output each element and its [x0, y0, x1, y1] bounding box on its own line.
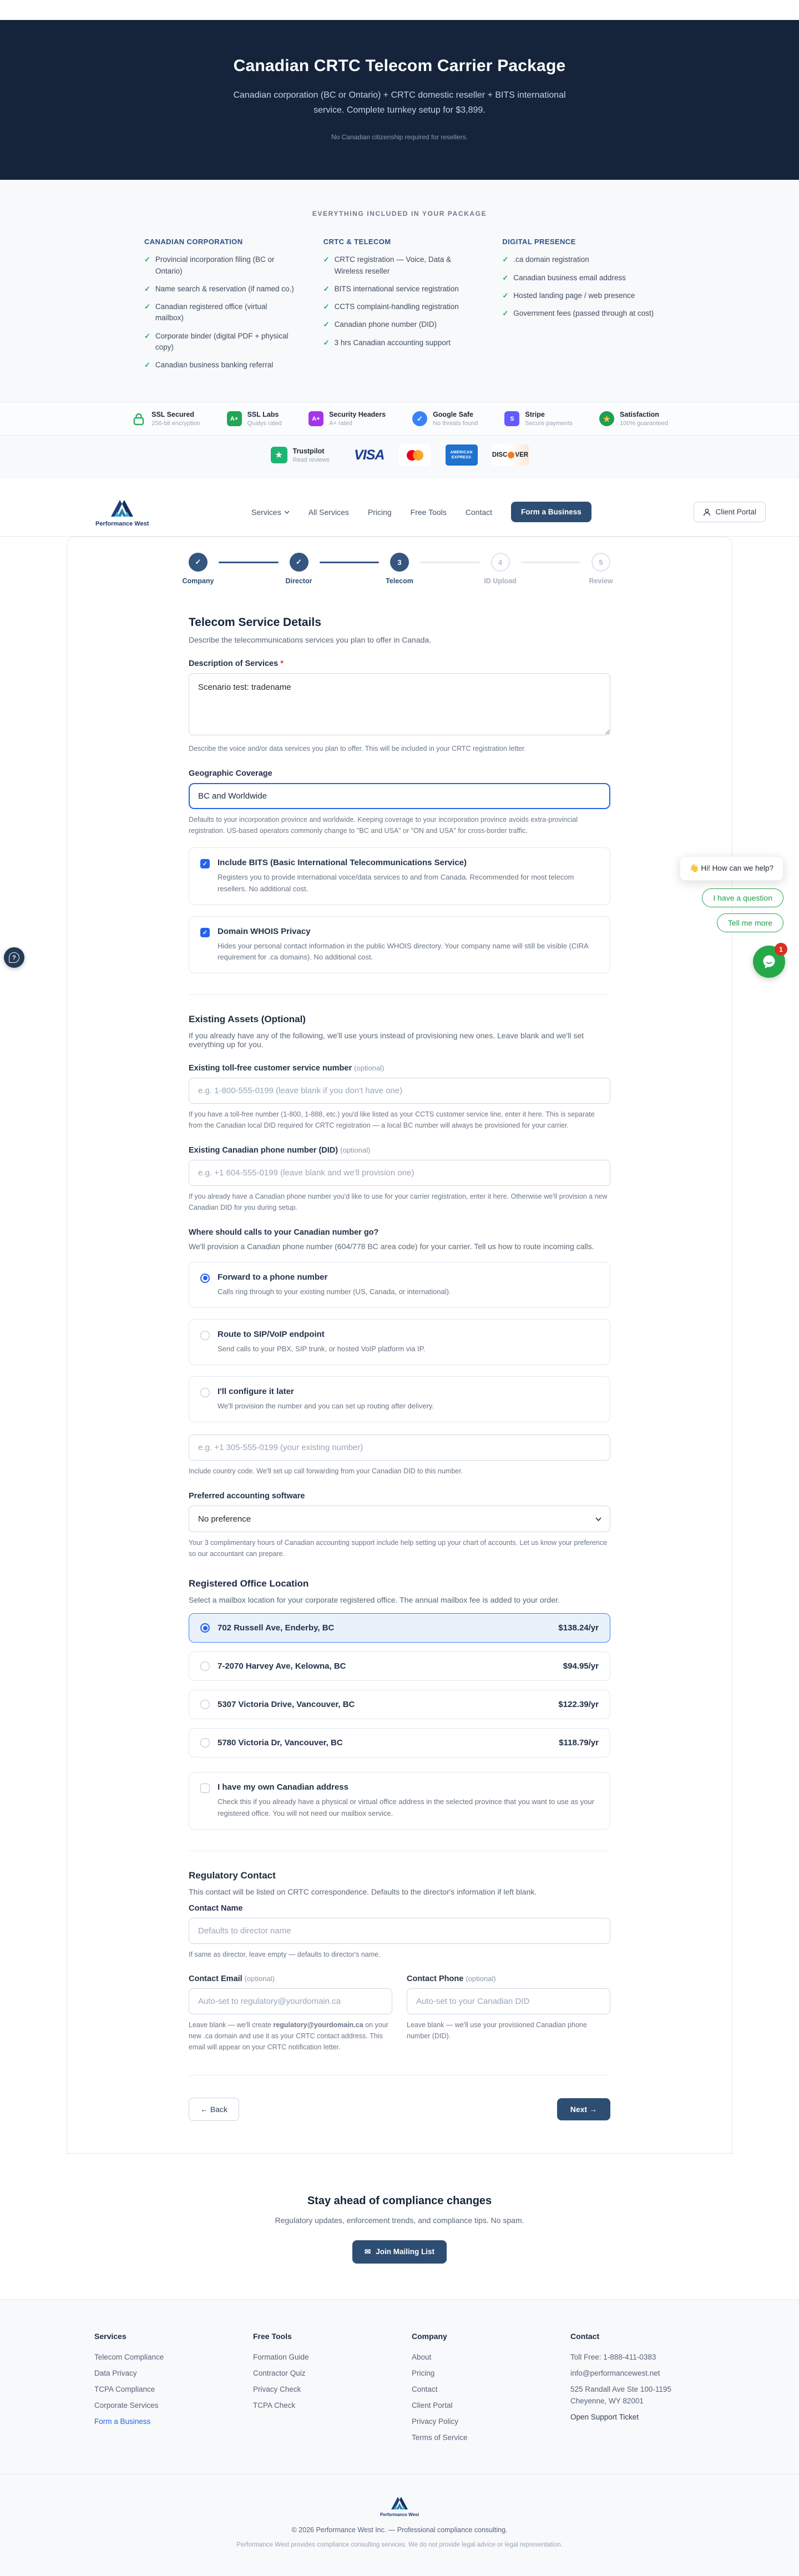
star-icon: ★: [599, 411, 614, 426]
column-title: DIGITAL PRESENCE: [502, 238, 576, 246]
included-item-label: CCTS complaint-handling registration: [334, 302, 459, 311]
office-option-enderby[interactable]: 702 Russell Ave, Enderby, BC $138.24/yr: [189, 1613, 610, 1643]
did-helper: If you already have a Canadian phone number you'd like to use for your carrier registration, enter it here. Otherwise we'll provision a new Canadian DID for you during setup.: [189, 1192, 608, 1211]
bits-checkbox[interactable]: ✓: [200, 859, 210, 868]
description-label: Description of Services *: [189, 659, 284, 669]
badge-satisfaction: ★ Satisfaction 100% guaranteed: [599, 411, 668, 427]
routing-subtitle: We'll provision a Canadian phone number (604/778 BC area code) for your carrier. Tell us how to route incoming calls.: [189, 1241, 594, 1251]
chevron-down-icon: [284, 511, 290, 514]
person-icon: [703, 508, 711, 516]
footer-link[interactable]: Corporate Services: [94, 2401, 159, 2410]
included-item: [144, 254, 297, 277]
check-icon: ✓: [323, 255, 330, 264]
regulatory-subtitle: This contact will be listed on CRTC correspondence. Defaults to the director's information if left blank.: [189, 1887, 537, 1896]
check-icon: ✓: [144, 284, 150, 293]
contact-name-label: Contact Name: [189, 1903, 243, 1913]
step-telecom[interactable]: 3 Telecom: [379, 553, 420, 585]
did-label: Existing Canadian phone number (DID) (optional): [189, 1145, 371, 1155]
included-item-label: 3 hrs Canadian accounting support: [334, 338, 451, 347]
newsletter-title: Stay ahead of compliance changes: [307, 2194, 492, 2207]
step-number: 4: [491, 553, 510, 572]
mastercard-logo: [399, 445, 431, 466]
whois-option-card[interactable]: [189, 916, 610, 973]
column-title: CANADIAN CORPORATION: [144, 238, 243, 246]
form-subtitle: Describe the telecommunications services you plan to offer in Canada.: [189, 635, 432, 645]
footer-link-form-a-business[interactable]: Form a Business: [94, 2417, 151, 2426]
newsletter-subtitle: Regulatory updates, enforcement trends, and compliance tips. No spam.: [275, 2215, 524, 2225]
hero-title: Canadian CRTC Telecom Carrier Package: [233, 57, 566, 75]
check-circle-icon: ✓: [412, 411, 427, 426]
back-button[interactable]: ← Back: [189, 2098, 239, 2121]
office-radio[interactable]: [200, 1661, 210, 1671]
footer-tollfree: Toll Free: 1-888-411-0383: [570, 2352, 656, 2361]
included-item-label: Canadian business email address: [513, 273, 626, 282]
existing-assets-subtitle: If you already have any of the following, we'll use yours instead of provisioning new ones. Leave blank and we'll set everything up for you.: [189, 1031, 584, 1049]
later-radio[interactable]: [200, 1388, 210, 1397]
whois-description: Hides your personal contact information in the public WHOIS directory. Your company name will still be visible (CIRA requirement for .ca domains). No additional cost.: [218, 941, 589, 961]
badge-google-safe: ✓ Google Safe No threats found: [412, 411, 478, 427]
description-helper: Describe the voice and/or data services you plan to offer. This will be included in your CRTC registration letter.: [189, 745, 526, 753]
bits-label: Include BITS (Basic International Telecommunications Service): [218, 858, 467, 868]
footer-link[interactable]: Formation Guide: [253, 2352, 309, 2361]
step-connector: [320, 562, 380, 563]
footer-link[interactable]: TCPA Check: [253, 2401, 296, 2410]
own-address-checkbox[interactable]: [200, 1784, 210, 1793]
included-item-label: .ca domain registration: [513, 255, 589, 264]
brand-logo[interactable]: [95, 497, 149, 527]
footer-disclaimer: Performance West provides compliance consulting services. We do not provide legal advice or legal representation.: [236, 2541, 563, 2548]
accounting-label: Preferred accounting software: [189, 1492, 305, 1501]
footer-link[interactable]: Contractor Quiz: [253, 2368, 306, 2377]
existing-assets-heading: Existing Assets (Optional): [189, 1013, 306, 1024]
included-column-digital: [502, 238, 655, 377]
chevron-down-icon: [595, 1517, 601, 1521]
included-section: [0, 180, 799, 402]
chat-question-pill[interactable]: I have a question: [702, 888, 783, 907]
mail-icon: ✉: [364, 2247, 371, 2256]
contact-email-field: [189, 1962, 392, 2053]
wizard-card: [67, 537, 732, 2153]
office-option-victoria-dr[interactable]: 5780 Victoria Dr, Vancouver, BC $118.79/yr: [189, 1728, 610, 1757]
forward-number-helper: Include country code. We'll set up call forwarding from your Canadian DID to this number.: [189, 1467, 463, 1476]
step-number: 5: [591, 553, 610, 572]
step-connector: [219, 562, 279, 563]
coverage-label: Geographic Coverage: [189, 769, 272, 779]
nav-links: [251, 502, 591, 522]
chat-greeting-tooltip: 👋 Hi! How can we help?: [680, 856, 783, 881]
office-heading: Registered Office Location: [189, 1578, 309, 1589]
footer-link[interactable]: Privacy Policy: [412, 2417, 459, 2426]
check-icon: ✓: [323, 338, 330, 347]
contact-phone-input[interactable]: [407, 1988, 610, 2014]
office-price: $122.39/yr: [558, 1700, 599, 1710]
check-icon: ✓: [144, 255, 150, 264]
discover-circle-icon: [508, 452, 514, 458]
own-address-card[interactable]: I have my own Canadian address Check this if you already have a physical or virtual office address in the selected province that you want to use as your registered office. You will not need our mailbox service.: [189, 1772, 610, 1829]
footer-link[interactable]: Privacy Check: [253, 2385, 301, 2393]
footer-link[interactable]: Client Portal: [412, 2401, 453, 2410]
contact-phone-label: Contact Phone (optional): [407, 1974, 496, 1983]
form-a-business-button[interactable]: Form a Business: [511, 502, 591, 522]
trust-badges-strip: [0, 402, 799, 436]
footer-email[interactable]: info@performancewest.net: [570, 2368, 660, 2377]
office-option-victoria-drive[interactable]: 5307 Victoria Drive, Vancouver, BC $122.39/yr: [189, 1690, 610, 1719]
footer-brand-logo: [380, 2494, 419, 2517]
footer-support-ticket-link[interactable]: Open Support Ticket: [570, 2412, 639, 2421]
footer-bottom: [0, 2474, 799, 2548]
step-company[interactable]: ✓ Company: [178, 553, 219, 585]
nav-item-pricing[interactable]: Pricing: [367, 507, 392, 517]
check-icon: ✓: [323, 302, 330, 311]
included-item: [323, 319, 476, 330]
included-item: [502, 308, 655, 319]
sip-radio[interactable]: [200, 1331, 210, 1340]
step-check-icon: ✓: [189, 553, 208, 572]
bits-option-card[interactable]: [189, 847, 610, 905]
accounting-software-select[interactable]: No preference: [189, 1506, 610, 1532]
nav-item-contact[interactable]: Contact: [465, 507, 493, 517]
contact-name-helper: If same as director, leave empty — defaults to director's name.: [189, 1950, 381, 1958]
help-icon: ?: [9, 952, 19, 963]
included-item-label: Name search & reservation (if named co.): [155, 284, 294, 293]
step-id-upload[interactable]: 4 ID Upload: [480, 553, 521, 585]
mountain-logo-icon: [107, 497, 138, 519]
contact-phone-helper: Leave blank — we'll use your provisioned Canadian phone number (DID).: [407, 2021, 587, 2040]
footer-column-contact: Contact Toll Free: 1-888-411-0383 info@performancewest.net 525 Randall Ave Ste 100-1195 Cheyenne, WY 82001 Open Support Ticket: [570, 2332, 705, 2449]
footer-link[interactable]: Data Privacy: [94, 2368, 137, 2377]
forward-number-input[interactable]: [189, 1435, 610, 1461]
routing-heading: Where should calls to your Canadian number go?: [189, 1228, 379, 1237]
footer-address-line2: Cheyenne, WY 82001: [570, 2396, 644, 2405]
help-fab-button[interactable]: [4, 947, 24, 968]
included-item-label: Canadian registered office (virtual mailbox): [155, 302, 267, 322]
coverage-input[interactable]: [189, 783, 610, 809]
nav-item-all-services[interactable]: All Services: [308, 507, 349, 517]
chat-launcher-button[interactable]: [753, 946, 785, 978]
routing-option-sip[interactable]: Route to SIP/VoIP endpoint Send calls to your PBX, SIP trunk, or hosted VoIP platform via IP.: [189, 1319, 610, 1365]
footer: [0, 2299, 799, 2576]
included-item: [144, 284, 297, 295]
office-radio[interactable]: [200, 1700, 210, 1709]
check-icon: ✓: [323, 320, 330, 329]
navbar: [0, 479, 799, 537]
office-price: $94.95/yr: [563, 1661, 599, 1671]
check-icon: ✓: [502, 291, 509, 300]
bits-description: Registers you to provide international voice/data services to and from Canada. Recommended for most telecom resellers. No additional cost.: [218, 873, 574, 893]
next-button[interactable]: Next →: [557, 2098, 610, 2120]
check-icon: ✓: [502, 309, 509, 318]
stepper: [178, 553, 621, 585]
office-price: $138.24/yr: [558, 1623, 599, 1633]
included-item: [144, 360, 297, 371]
check-icon: ✓: [144, 361, 150, 370]
client-portal-button[interactable]: Client Portal: [694, 502, 766, 522]
check-icon: ✓: [502, 255, 509, 264]
whois-label: Domain WHOIS Privacy: [218, 926, 311, 936]
newsletter-section: [0, 2154, 799, 2299]
description-textarea[interactable]: [189, 673, 610, 735]
whois-checkbox[interactable]: ✓: [200, 928, 210, 937]
tollfree-input[interactable]: [189, 1078, 610, 1104]
discover-logo: DISC VER: [492, 445, 529, 466]
included-item-label: CRTC registration — Voice, Data & Wireless reseller: [334, 255, 452, 275]
footer-copyright: © 2026 Performance West Inc. — Professional compliance consulting.: [291, 2526, 508, 2534]
payments-strip: [0, 436, 799, 479]
footer-link[interactable]: TCPA Compliance: [94, 2385, 155, 2393]
chat-unread-badge: 1: [775, 943, 787, 956]
chat-more-pill[interactable]: Tell me more: [717, 913, 783, 932]
hero-banner: [0, 20, 799, 180]
section-divider: [189, 994, 610, 995]
arrow-right-icon: →: [589, 2104, 597, 2114]
step-director[interactable]: ✓ Director: [279, 553, 320, 585]
contact-email-input[interactable]: [189, 1988, 392, 2014]
included-item-label: Hosted landing page / web presence: [513, 291, 635, 300]
footer-link[interactable]: Telecom Compliance: [94, 2352, 164, 2361]
footer-link[interactable]: Contact: [412, 2385, 438, 2393]
footer-column-free-tools: Free Tools Formation Guide Contractor Quiz Privacy Check TCPA Check: [253, 2332, 387, 2449]
contact-email-helper: Leave blank — we'll create regulatory@yourdomain.ca on your new .ca domain and use it as your CRTC contact address. This email will appear on your CRTC notification letter.: [189, 2021, 388, 2051]
arrow-left-icon: ←: [200, 2104, 208, 2114]
office-radio[interactable]: [200, 1623, 210, 1633]
office-radio[interactable]: [200, 1738, 210, 1747]
step-review[interactable]: 5 Review: [580, 553, 621, 585]
contact-name-input[interactable]: [189, 1918, 610, 1944]
contact-phone-field: [407, 1962, 610, 2053]
telecom-form: [189, 616, 610, 2120]
forward-radio[interactable]: [200, 1274, 210, 1283]
step-connector: [521, 562, 581, 563]
tollfree-helper: If you have a toll-free number (1-800, 1-888, etc.) you'd like listed as your CCTS customer service line, enter it here. This is separate from the Canadian local DID required for CRTC registration — a local BC number will always be provisioned for your carrier.: [189, 1110, 595, 1129]
nav-item-services[interactable]: Services: [251, 508, 290, 517]
badge-ssl-labs: A+ SSL Labs Qualys rated: [227, 411, 282, 427]
regulatory-heading: Regulatory Contact: [189, 1870, 276, 1881]
badge-security-headers: A+ Security Headers A+ rated: [309, 411, 386, 427]
included-column-telecom: [323, 238, 476, 377]
included-item-label: Canadian phone number (DID): [334, 320, 437, 329]
included-heading: EVERYTHING INCLUDED IN YOUR PACKAGE: [312, 210, 487, 218]
footer-link[interactable]: Pricing: [412, 2368, 435, 2377]
lock-icon: [131, 411, 146, 426]
footer-link[interactable]: About: [412, 2352, 432, 2361]
footer-address-line1: 525 Randall Ave Ste 100-1195: [570, 2385, 671, 2393]
badge-ssl-secured: SSL Secured 256-bit encryption: [131, 411, 200, 427]
nav-item-free-tools[interactable]: Free Tools: [410, 507, 447, 517]
step-connector: [420, 562, 480, 563]
included-item: [144, 331, 297, 353]
routing-option-forward[interactable]: Forward to a phone number Calls ring through to your existing number (US, Canada, or international).: [189, 1262, 610, 1308]
a-plus-icon: A+: [309, 411, 323, 426]
included-item-label: Provincial incorporation filing (BC or Ontario): [155, 255, 275, 275]
visa-logo: VISA: [354, 447, 385, 463]
tollfree-label: Existing toll-free customer service number (optional): [189, 1063, 385, 1073]
check-icon: ✓: [323, 284, 330, 293]
accounting-helper: Your 3 complimentary hours of Canadian accounting support include help setting up your chart of accounts. Let us know your preference so our accountant can prepare.: [189, 1539, 608, 1558]
footer-link[interactable]: Terms of Service: [412, 2433, 468, 2442]
included-item: [502, 290, 655, 301]
step-number: 3: [390, 553, 409, 572]
trustpilot-badge[interactable]: ★ Trustpilot Read reviews: [271, 447, 330, 463]
office-subtitle: Select a mailbox location for your corporate registered office. The annual mailbox fee is added to your order.: [189, 1595, 560, 1605]
step-check-icon: ✓: [290, 553, 309, 572]
column-title: CRTC & TELECOM: [323, 238, 391, 246]
included-item-label: Canadian business banking referral: [155, 361, 274, 370]
included-item: [323, 337, 476, 348]
required-asterisk: *: [280, 659, 284, 669]
trustpilot-star-icon: ★: [271, 447, 287, 463]
included-item-label: BITS international service registration: [334, 284, 459, 293]
included-item-label: Government fees (passed through at cost): [513, 309, 654, 318]
included-item: [502, 254, 655, 265]
included-column-corporation: [144, 238, 297, 377]
footer-column-company: Company About Pricing Contact Client Portal Privacy Policy Terms of Service: [412, 2332, 546, 2449]
check-icon: ✓: [144, 302, 150, 311]
contact-email-label: Contact Email (optional): [189, 1974, 275, 1983]
did-input[interactable]: [189, 1160, 610, 1186]
mountain-logo-icon: [388, 2494, 411, 2511]
footer-column-services: Services Telecom Compliance Data Privacy TCPA Compliance Corporate Services Form a Business: [94, 2332, 229, 2449]
a-plus-icon: A+: [227, 411, 242, 426]
included-item-label: Corporate binder (digital PDF + physical copy): [155, 331, 289, 351]
routing-option-later[interactable]: I'll configure it later We'll provision the number and you can set up routing after delivery.: [189, 1376, 610, 1422]
stripe-icon: S: [504, 411, 519, 426]
chat-bubble-icon: [761, 953, 777, 970]
badge-stripe: S Stripe Secure payments: [504, 411, 573, 427]
included-item: [323, 284, 476, 295]
form-title: Telecom Service Details: [189, 616, 321, 629]
included-item: [144, 301, 297, 324]
hero-subtitle: Canadian corporation (BC or Ontario) + CRTC domestic reseller + BITS international service. Complete turnkey setup for $3,899.: [233, 90, 566, 115]
check-icon: ✓: [144, 331, 150, 340]
office-price: $118.79/yr: [559, 1738, 599, 1748]
included-item: [323, 301, 476, 312]
hero-note: No Canadian citizenship required for resellers.: [331, 133, 468, 142]
amex-logo: AMERICAN EXPRESS: [446, 445, 478, 466]
brand-name: Performance West: [95, 521, 149, 528]
included-item: [502, 272, 655, 284]
coverage-helper: Defaults to your incorporation province and worldwide. Keeping coverage to your incorporation province avoids extra-provincial registration. US-based operators commonly change to "BC and USA" or "ON and USA" for cross-border traffic.: [189, 816, 578, 835]
check-icon: ✓: [502, 273, 509, 282]
office-option-kelowna[interactable]: 7-2070 Harvey Ave, Kelowna, BC $94.95/yr: [189, 1651, 610, 1681]
join-mailing-list-button[interactable]: ✉ Join Mailing List: [352, 2240, 447, 2264]
included-item: [323, 254, 476, 277]
footer-brand-name: Performance West: [380, 2512, 419, 2517]
